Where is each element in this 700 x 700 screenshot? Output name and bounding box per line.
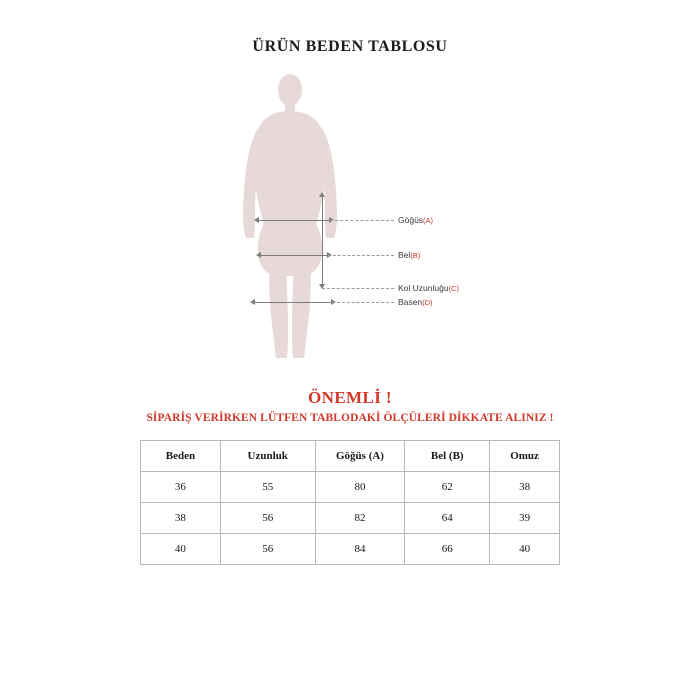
basen-label: [398, 297, 433, 307]
cell-gogus: 82: [315, 503, 405, 534]
cell-beden: 40: [141, 534, 221, 565]
bel-label-tag: (B): [410, 251, 421, 260]
basen-arrow-head-left: [250, 299, 255, 305]
column-header-omuz: Omuz: [490, 441, 560, 472]
cell-beden: 36: [141, 472, 221, 503]
cell-gogus: 84: [315, 534, 405, 565]
table-row: [141, 472, 560, 503]
cell-omuz: 40: [490, 534, 560, 565]
column-header-bel: Bel (B): [405, 441, 490, 472]
cell-uzunluk: 56: [220, 503, 315, 534]
cell-gogus: 80: [315, 472, 405, 503]
column-header-uzunluk: Uzunluk: [220, 441, 315, 472]
column-header-gogus: Göğüs (A): [315, 441, 405, 472]
cell-beden: 38: [141, 503, 221, 534]
table-row: [141, 534, 560, 565]
cell-uzunluk: 56: [220, 534, 315, 565]
table-row: [141, 503, 560, 534]
cell-bel: 66: [405, 534, 490, 565]
basen-label-text: Basen: [398, 297, 423, 307]
cell-omuz: 38: [490, 472, 560, 503]
cell-omuz: 39: [490, 503, 560, 534]
cell-bel: 62: [405, 472, 490, 503]
gogus-measure-arrow: [258, 220, 330, 221]
size-table: [140, 440, 560, 565]
gogus-label-tag: (A): [423, 216, 434, 225]
page-title: ÜRÜN BEDEN TABLOSU: [252, 38, 448, 55]
kol-leader-line: [322, 288, 394, 289]
important-text: SİPARİŞ VERİRKEN LÜTFEN TABLODAKİ ÖLÇÜLERİ DİKKATE ALINIZ !: [146, 412, 554, 424]
bel-arrow-head-left: [256, 252, 261, 258]
cell-uzunluk: 55: [220, 472, 315, 503]
bel-measure-arrow: [260, 255, 328, 256]
bel-leader-line: [328, 255, 394, 256]
bel-label-text: Bel: [398, 250, 411, 260]
kol-label: [398, 283, 459, 293]
kol-measure-arrow: [322, 196, 323, 288]
gogus-leader-line: [330, 220, 394, 221]
kol-label-tag: (C): [448, 284, 459, 293]
column-header-beden: Beden: [141, 441, 221, 472]
important-heading: ÖNEMLİ !: [308, 388, 392, 407]
gogus-label: [398, 215, 433, 225]
cell-bel: 64: [405, 503, 490, 534]
female-body-silhouette: [230, 70, 350, 360]
basen-label-tag: (D): [422, 298, 433, 307]
basen-measure-arrow: [254, 302, 332, 303]
figure-area: [150, 70, 550, 370]
kol-label-text: Kol Uzunluğu: [398, 283, 449, 293]
gogus-arrow-head-left: [254, 217, 259, 223]
basen-leader-line: [332, 302, 394, 303]
bel-label: [398, 250, 420, 260]
kol-arrow-head-top: [319, 192, 325, 197]
table-header-row: [141, 441, 560, 472]
gogus-label-text: Göğüs: [398, 215, 424, 225]
